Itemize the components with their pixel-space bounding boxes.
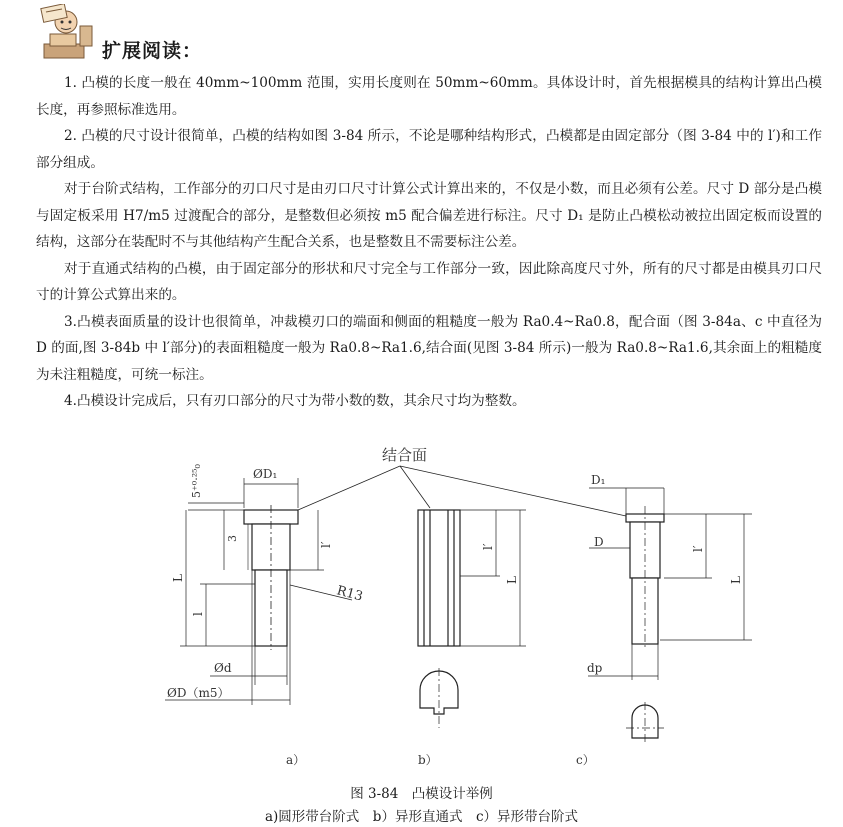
callout-label: 结合面 — [382, 446, 428, 464]
sublabel-a: a） — [286, 753, 306, 767]
dim-b-lprime-label: l′ — [481, 543, 495, 550]
dim-od1-label: ØD₁ — [253, 467, 278, 481]
sublabel-b: b） — [418, 753, 438, 767]
dim-3-label: 3 — [226, 535, 239, 542]
dim-r13-label: R13 — [334, 583, 365, 605]
figure-subcaption: a)圆形带台阶式 b）异形直通式 c）异形带台阶式 — [264, 809, 579, 825]
section-title: 扩展阅读： — [102, 40, 203, 62]
paragraph: 2. 凸模的尺寸设计很简单，凸模的结构如图 3-84 所示，不论是哪种结构形式，凸模都是由固定部分（图 3-84 中的 l′)和工作部分组成。 — [36, 128, 822, 171]
paragraph: 3.凸模表面质量的设计也很简单，冲裁模刃口的端面和侧面的粗糙度一般为 Ra0.4~Ra0.8，配合面（图 3-84a、c 中直径为 D 的面,图 3-84b 中 l′部分)的表面粗糙度一般为 Ra0.8~Ra1.6,结合面(见图 3-84 所示)一般为 Ra0.8~Ra1.6,其余面上的粗糙度为未注粗糙度，可统一标注。 — [36, 313, 822, 383]
dim-b-L-label: L — [505, 576, 519, 584]
sublabel-c: c） — [576, 753, 595, 767]
punch-b-drawing — [418, 510, 460, 728]
reading-mascot-icon — [40, 4, 96, 60]
paragraph: 4.凸模设计完成后，只有刃口部分的尺寸为带小数的数，其余尺寸均为整数。 — [64, 393, 526, 409]
figure-caption: 图 3-84 凸模设计举例 — [350, 786, 493, 802]
dim-L-label: L — [171, 574, 185, 582]
paragraph: 对于直通式结构的凸模，由于固定部分的形状和尺寸完全与工作部分一致，因此除高度尺寸外，所有的尺寸都是由模具刃口尺寸的计算公式算出来的。 — [36, 260, 822, 303]
dim-c-L-label: L — [729, 576, 743, 584]
dim-c-d1-label: D₁ — [591, 473, 606, 487]
figure-3-84 — [150, 432, 790, 782]
dim-c-dp-label: dp — [587, 661, 603, 675]
paragraph: 对于台阶式结构，工作部分的刃口尺寸是由刃口尺寸计算公式计算出来的，不仅是小数，而且必须有公差。尺寸 D 部分是凸模与固定板采用 H7/m5 过渡配合的部分，是整数但必须按 m5 配合偏差进行标注。尺寸 D₁ 是防止凸模松动被拉出固定板而设置的结构，这部分在装配时不与其他结构产生配合关系，也是整数且不需要标注公差。 — [36, 181, 822, 250]
dim-odm5-label: ØD（m5） — [167, 686, 230, 700]
dim-lprime-label: l′ — [319, 541, 333, 548]
dim-od-label: Ød — [214, 661, 232, 675]
punch-c-drawing — [626, 506, 664, 744]
punch-c-dimensions — [588, 488, 752, 680]
callout-leaders — [298, 466, 626, 516]
paragraph: 1. 凸模的长度一般在 40mm~100mm 范围，实用长度则在 50mm~60mm。具体设计时，首先根据模具的结构计算出凸模长度，再参照标准选用。 — [36, 75, 822, 118]
dim-c-lprime-label: l′ — [691, 545, 705, 552]
dim-l-label: l — [191, 612, 205, 616]
tolerance-label: 5⁺⁰·²⁵₀ — [190, 464, 203, 498]
body-text — [36, 70, 822, 415]
dim-c-D-label: D — [594, 535, 604, 549]
